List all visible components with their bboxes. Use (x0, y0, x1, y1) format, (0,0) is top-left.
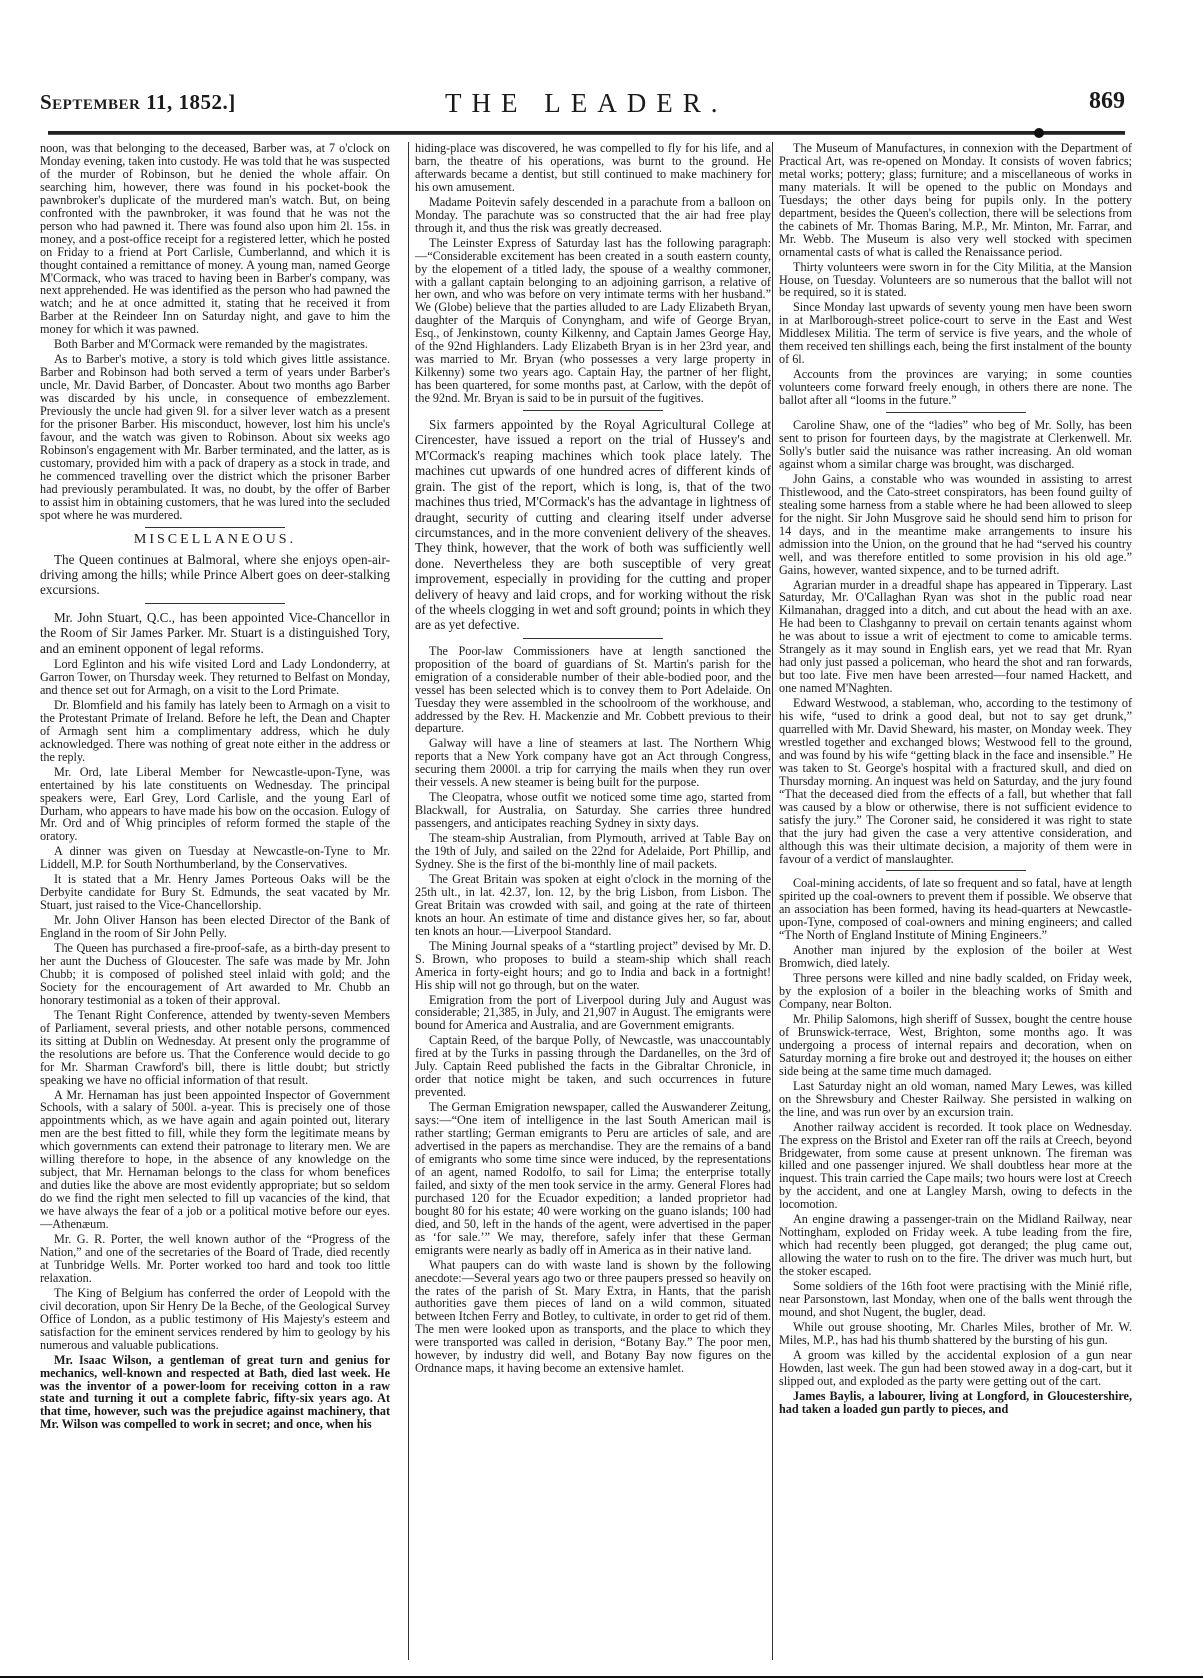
article-john-stuart: Mr. John Stuart, Q.C., has been appointed Vice-Chancellor in the Room of Sir James Parker. Mr. Stuart is a distinguished Tory, and an eminent opponent of legal reforms. (40, 609, 390, 656)
separator (145, 603, 285, 604)
article-hernaman: A Mr. Hernaman has just been appointed Inspector of Government Schools, with a salary of 500l. a-year. This is precisely one of those appointments which, as we have again and again pointed out, literary men are the best fitted to fill, while they form the legitimate means by which governments can extend their patronage to literary men. We are willing therefore to hope, in the absence of any knowledge on the subject, that Mr. Hernaman belongs to the class for whom benefices and duties like the above are most evidently appropriate; but so seldom do we find the right men selected to fill up vacancies of the kind, that we have always the fear of a job or a political motive before our eyes.—Athenæum. (40, 1087, 390, 1232)
article-caroline-shaw: Caroline Shaw, one of the “ladies” who beg of Mr. Solly, has been sent to prison for fourteen days, by the magistrate at Clerkenwell. Mr. Solly's butler said the nuisance was rather increasing. An old woman against whom a similar charge was brought, was discharged. (779, 418, 1132, 471)
newspaper-title: THE LEADER. (445, 88, 728, 118)
article-james-baylis: James Baylis, a labourer, living at Longford, in Gloucestershire, had taken a loaded gun partly to pieces, and (779, 1388, 1132, 1416)
article-marlborough-militia: Since Monday last upwards of seventy young men have been sworn in at Marlborough-street police-court to serve in the East and West Middlesex Militia. The term of service is five years, and the whole of them received ten shillings each, being the first instalment of the bounty of 6l. (779, 300, 1132, 367)
article-galway-steamers: Galway will have a line of steamers at last. The Northern Whig reports that a New York company have got an Act through Congress, securing them 2000l. a trip for carrying the mails when they run over their vessels. A new steamer is being built for the purpose. (415, 736, 771, 790)
article-mining-journal: The Mining Journal speaks of a “startling project” devised by Mr. D. S. Brown, who proposes to build a steam-ship which shall reach America in forty-eight hours; and go to India and back in a fortnight! His ship will not go through, but on the water. (415, 938, 771, 992)
article-railway-accident: Another railway accident is recorded. It took place on Wednesday. The express on the Bristol and Exeter ran off the rails at Creech, beyond Bridgewater, from some cause at present unknown. The fireman was killed and one passenger injured. We shall doubtless hear more at the inquest. This train carried the Cape mails; two hours were lost at Creech by the accident, and one at Langley Marsh, owing to defects in the locomotion. (779, 1119, 1132, 1212)
article-edward-westwood: Edward Westwood, a stableman, who, according to the testimony of his wife, “used to drink a good deal, but not to say get drunk,” quarrelled with Mr. David Sheward, his master, on Monday week. They wrestled together and exchanged blows; Westwood fell to the ground, and was found by his wife “getting black in the face and insensible.” He was taken to St. George's hospital with a fractured skull, and died on Thursday morning. An inquest was held on Saturday, and the jury found “That the deceased died from the effects of a fall, but whether that fall was caused by a blow or otherwise, there is not sufficient evidence to satisfy the jury.” The Coroner said, he considered it was right to state that the jury had given the case a very attentive consideration, and although this was their ultimate decision, a majority of them were in favour of a verdict of manslaughter. (779, 696, 1132, 866)
separator (523, 410, 663, 411)
article-john-gains: John Gains, a constable who was wounded in assisting to arrest Thistlewood, and the Cato-street conspirators, has been found guilty of stealing some harness from a stable where he had been allowed to sleep for the night. Sir John Musgrove said he should send him to prison for 14 days, and in the meantime make arrangements to insure his admission into the Union, on the ground that he had “served his country well, and was therefore entitled to some provision in his old age.” Gains, however, wanted sixpence, and to be turned adrift. (779, 471, 1132, 577)
article-leinster-express: The Leinster Express of Saturday last has the following paragraph:—“Considerable excitement has been created in a south eastern county, by the elopement of a titled lady, the spouse of a wealthy commoner, with a gallant captain belonging to an adjoining garrison, a relative of her own, and who was before on very intimate terms with her husband.” We (Globe) believe that the parties alluded to are Lady Elizabeth Bryan, daughter of the Marquis of Conyngham, and wife of George Bryan, Esq., of Jenkinstown, county Kilkenny, and Captain James George Hay, of the 92nd Highlanders. Lady Elizabeth Bryan is in her 23rd year, and was married to Mr. Bryan (who possesses a very large property in Kilkenny) some two years ago. Captain Hay, the partner of her flight, has been quartered, for some months past, at Carlow, with the depôt of the 92nd. Mr. Bryan is said to be in pursuit of the fugitives. (415, 235, 771, 406)
article-porter-death: Mr. G. R. Porter, the well known author of the “Progress of the Nation,” and one of the secretaries of the Board of Trade, died recently at Tunbridge Wells. Mr. Porter worked too hard and took too little relaxation. (40, 1232, 390, 1285)
article-hanson-director: Mr. John Oliver Hanson has been elected Director of the Bank of England in the room of Sir John Pelly. (40, 913, 390, 941)
masthead-rule (48, 131, 1125, 135)
article-cleopatra: The Cleopatra, whose outfit we noticed some time ago, started from Blackwall, for Australia, on Saturday. She carries three hundred passengers, and anticipates reaching Sydney in sixty days. (415, 790, 771, 831)
article-porteous-oaks: It is stated that a Mr. Henry James Porteous Oaks will be the Derbyite candidate for Bury St. Edmunds, the seat vacated by Mr. Stuart, just raised to the Vice-Chancellorship. (40, 872, 390, 913)
article-west-bromwich: Another man injured by the explosion of the boiler at West Bromwich, died lately. (779, 943, 1132, 971)
article-dr-blomfield: Dr. Blomfield and his family has lately been to Armagh on a visit to the Protestant Primate of Ireland. Before he left, the Dean and Chapter of Armagh sent him a complimentary address, which he duly acknowledged. There was nothing of great note either in the address or the reply. (40, 697, 390, 764)
article-coal-mining: Coal-mining accidents, of late so frequent and so fatal, have at length spirited up the coal-owners to prevent them if possible. We observe that an association has been formed, having its head-quarters at Newcastle-upon-Tyne, composed of coal-owners and mining engineers; and called “The North of England Institute of Mining Engineers.” (779, 876, 1132, 943)
article-botany-bay: What paupers can do with waste land is shown by the following anecdote:—Several years ago two or three paupers pressed so heavily on the rates of the parish of St. Mary Extra, in Hants, that the parish authorities gave them pieces of land on a wild common, situated between Itchen Ferry and Botley, to cultivate, in order to get rid of them. The men were looked upon as transports, and the place to which they were transported was called in derision, “Botany Bay.” The poor men, however, by industry did well, and Botany Bay now figures on the Ordnance maps, it having become an extensive hamlet. (415, 1257, 771, 1376)
separator (886, 870, 1026, 871)
article-king-belgium: The King of Belgium has conferred the order of Leopold with the civil decoration, upon Sir Henry De la Beche, of the Geological Survey Office of London, as a public testimony of His Majesty's esteem and satisfaction for the eminent services rendered by him to geology by his numerous and valuable publications. (40, 1285, 390, 1352)
article-museum-manufactures: The Museum of Manufactures, in connexion with the Department of Practical Art, was re-opened on Monday. It consists of woven fabrics; metal works; pottery; glass; furniture; and a miscellaneous of works in many materials. It will be opened to the public on Mondays and Tuesdays; the other days being for pupils only. In the pottery department, besides the Queen's collection, there will be selections from the cabinets of Mr. Thomas Baring, M.P., Mr. Minton, Mr. Farrar, and Mr. Webb. The Museum is also very well stocked with specimen ornamental casts of what is called the Renaissance period. (779, 141, 1132, 259)
article-minie-rifle: Some soldiers of the 16th foot were practising with the Minié rifle, near Parsonstown, last Monday, when one of the balls went through the mound, and shot Nugent, the bugler, dead. (779, 1279, 1132, 1319)
article-queen-balmoral: The Queen continues at Balmoral, where she enjoys open-air-driving among the hills; while Prince Albert goes on deer-stalking excursions. (40, 551, 390, 598)
column-1 (40, 142, 390, 1433)
article-liddell-dinner: A dinner was given on Tuesday at Newcastle-on-Tyne to Mr. Liddell, M.P. for South Northumberland, by the Conservatives. (40, 844, 390, 872)
separator (523, 638, 663, 639)
article-bolton-boiler: Three persons were killed and nine badly scalded, on Friday week, by the explosion of a boiler in the bleaching works of Smith and Company, near Bolton. (779, 971, 1132, 1012)
article-provinces: Accounts from the provinces are varying; in some counties volunteers come forward freely enough, in others there are none. The ballot after all “looms in the future.” (779, 367, 1132, 408)
article-lord-eglinton: Lord Eglinton and his wife visited Lord and Lady Londonderry, at Garron Tower, on Thursday week. They returned to Belfast on Monday, and thence set out for Armagh, on a visit to the Lord Primate. (40, 657, 390, 697)
article-wilson-continued: hiding-place was discovered, he was compelled to fly for his life, and a barn, the theatre of his operations, was burnt to the ground. He afterwards became a dentist, but still continued to make machinery for his own amusement. (415, 141, 771, 194)
article-city-militia: Thirty volunteers were sworn in for the City Militia, at the Mansion House, on Tuesday. Volunteers are so numerous that the ballot will not be required, so it is stated. (779, 259, 1132, 300)
article-liverpool-emigration: Emigration from the port of Liverpool during July and August was considerable; 21,385, in July, and 21,907 in August. The emigrants were bound for America and Australia, and are Government emigrants. (415, 992, 771, 1033)
article-barber-arrest: noon, was that belonging to the deceased, Barber was, at 7 o'clock on Monday evening, taken into custody. He was told that he was suspected of the murder of Robinson, but he denied the whole affair. On searching him, however, there was found in his pocket-book the pawnbroker's duplicate of the murdered man's watch. But, on being confronted with the pawnbroker, it was found that he was not the person who had pawned it. There was found also upon him 2l. 15s. in money, and a post-office receipt for a registered letter, which he posted on Friday to a friend at Port Carlisle, Cumberlannd, and which it is thought contained a remittance of money. A young man, named George M'Cormack, who was traced to having been in Barber's company, was next apprehended. He was identified as the person who had pawned the watch; and he at once admitted it, stating that he received it from Barber at the Reindeer Inn on Saturday night, and gave to him the money for which it was pawned. (40, 141, 390, 337)
article-tenant-right: The Tenant Right Conference, attended by twenty-seven Members of Parliament, several priests, and other notable persons, commenced its sitting at Dublin on Wednesday. At present only the programme of the resolutions are before us. That the Conference would decide to go for Mr. Sharman Crawford's bill, there is little doubt; but strictly speaking we have no official information of that result. (40, 1007, 390, 1087)
column-3 (772, 142, 1132, 1660)
article-agrarian-murder: Agrarian murder in a dreadful shape has appeared in Tipperary. Last Saturday, Mr. O'Callaghan Ryan was shot in the public road near Kilmanahan, dragged into a ditch, and cut about the head with an axe. He had been to Clashganny to prevail on certain tenants against whom he was about to issue a writ of ejectment to come to amicable terms. Strangely as it may sound in English ears, yet we read that Mr. Ryan had only just passed a policeman, who heard the shot and ran forwards, but too late. Five men have been arrested—four named Hackett, and one named M'Naghten. (779, 577, 1132, 696)
article-midland-engine: An engine drawing a passenger-train on the Midland Railway, near Nottingham, exploded on Friday week. A tube leading from the fire, which had recently been plugged, got deranged; the plug came out, allowing the water to rush on to the fire. The driver was much hurt, but the stoker escaped. (779, 1212, 1132, 1279)
article-barber-motive: As to Barber's motive, a story is told which gives little assistance. Barber and Robinson had both served a term of years under Barber's uncle, Mr. David Barber, of Doncaster. About two months ago Barber was discarded by his uncle, in consequence of embezzlement. Previously the uncle had given 9l. for a silver lever watch as a present for the prisoner Barber. His misconduct, however, lost him his uncle's favour, and the watch was given to Robinson. About six weeks ago Robinson's engagement with Mr. Barber terminated, and the latter, as is customary, provided him with a pack of drapery as a stock in trade, and he commenced travelling over the district which the prisoner Barber had previously perambulated. It was, no doubt, by the offer of Barber to assist him in obtaining customers, that he was lured into the secluded spot where he was murdered. (40, 352, 390, 522)
article-captain-reed: Captain Reed, of the barque Polly, of Newcastle, was unaccountably fired at by the Turks in passing through the Dardanelles, on the 3rd of July. Captain Reed published the facts in the Gibraltar Chronicle, in order that notice might be taken, and such occurrences in future prevented. (415, 1033, 771, 1100)
article-australian: The steam-ship Australian, from Plymouth, arrived at Table Bay on the 19th of July, and sailed on the 22nd for Adelaide, Port Phillip, and Sydney. She is the first of the bi-monthly line of mail packets. (415, 831, 771, 871)
article-poor-law: The Poor-law Commissioners have at length sanctioned the proposition of the board of guardians of St. Martin's parish for the emigration of a considerable number of their able-bodied poor, and the vessel has been selected which is to convey them to Port Adelaide. On Tuesday they were assembled in the schoolroom of the workhouse, and addressed by the Rev. H. Mackenzie and Mr. Cobbett previous to their departure. (415, 643, 771, 736)
article-charles-miles: While out grouse shooting, Mr. Charles Miles, brother of Mr. W. Miles, M.P., has had his thumb shattered by the bursting of his gun. (779, 1319, 1132, 1347)
article-mary-lewes: Last Saturday night an old woman, named Mary Lewes, was killed on the Shrewsbury and Chester Railway. She persisted in walking on the line, and was run over by an excursion train. (779, 1078, 1132, 1119)
article-great-britain: The Great Britain was spoken at eight o'clock in the morning of the 25th ult., in lat. 42.37, lon. 12, by the brig Lisbon, from Lisbon. The Great Britain was crowded with sail, and going at the rate of thirteen knots an hour. An estimate of time and distance gives her, so far, about ten knots an hour.—Liverpool Standard. (415, 871, 771, 938)
article-fire-proof-safe: The Queen has purchased a fire-proof-safe, as a birth-day present to her aunt the Duchess of Gloucester. The safe was made by Mr. John Chubb; it is composed of polished steel inlaid with gold; and the Society for the encouragement of Art awarded to Mr. Chubb an honorary testimonial as a token of their approval. (40, 941, 390, 1007)
article-reaping-machines: Six farmers appointed by the Royal Agricultural College at Cirencester, have issued a report on the trial of Hussey's and M'Cormack's reaping machines which took place lately. The machines cut upwards of one hundred acres of different kinds of grain. The gist of the report, which is long, is, that of the two machines thus tried, M'Cormack's has the advantage in lightness of draught, security of cutting and clearing itself under adverse circumstances, and in the more convenient delivery of the sheaves. They think, however, that the work of both was sufficiently well done. Nevertheless they are both susceptible of very great improvement, especially in providing for the cutting and proper delivery of heavy and laid crops, and for working without the risk of the wheels clogging in wet and soft ground; points in which they are as yet defective. (415, 417, 772, 633)
page-number: 869 (1089, 88, 1125, 114)
article-howden-groom: A groom was killed by the accidental explosion of a gun near Howden, last week. The gun had been stowed away in a dog-cart, but it slipped out, and exploded as the party were getting out of the cart. (779, 1347, 1132, 1388)
article-barber-remand: Both Barber and M'Cormack were remanded by the magistrates. (54, 337, 368, 352)
article-salomons-fire: Mr. Philip Salomons, high sheriff of Sussex, bought the centre house of Brunswick-terrace, West, Brighton, some months ago. It was undergoing a process of internal repairs and decoration, when on Saturday morning a fire broke out and destroyed it; the houses on either side being at the same time much damaged. (779, 1012, 1132, 1078)
rule-ornament (1034, 128, 1044, 138)
article-mr-ord: Mr. Ord, late Liberal Member for Newcastle-upon-Tyne, was entertained by his late constituents on Wednesday. The principal speakers were, Earl Grey, Lord Carlisle, and the young Earl of Durham, who appears to have made his bow on the occasion. Eulogy of Mr. Ord and of Whig principles of reform formed the staple of the oratory. (40, 764, 390, 844)
issue-date: September 11, 1852.] (40, 90, 236, 114)
separator (886, 412, 1026, 413)
article-madame-poitevin: Madame Poitevin safely descended in a parachute from a balloon on Monday. The parachute was so constructed that the air had free play through it, and thus the risk was greatly decreased. (415, 194, 771, 235)
column-2 (408, 142, 771, 1660)
article-german-emigration: The German Emigration newspaper, called the Auswanderer Zeitung, says:—“One item of intelligence in the last South American mail is rather startling; German emigrants to Peru are articles of sale, and are advertised in the papers as merchandise. They are the remains of a band of emigrants who some time since were induced, by the representations of an agent, named Rodolfo, to sail for Lima; the enterprise totally failed, and sixty of the men took service in the army. General Flores had purchased 120 for the Ecuador expedition; a landed proprietor had bought 80 for his estate; 40 were working on the guano islands; 100 had died, and 50, left in the hands of the agent, were advertised in the paper as ‘for sale.’” We may, therefore, safely infer that these German emigrants were nearly as badly off in America as in their native land. (415, 1100, 771, 1257)
masthead (40, 88, 1125, 128)
section-heading-miscellaneous: MISCELLANEOUS. (133, 531, 297, 547)
separator (145, 527, 285, 528)
article-isaac-wilson: Mr. Isaac Wilson, a gentleman of great turn and genius for mechanics, well-known and respected at Bath, died last week. He was the inventor of a power-loom for receiving cotton in a raw state and turning it out a complete fabric, fifty-six years ago. At that time, however, such was the prejudice against machinery, that Mr. Wilson was compelled to work in secret; and once, when his (40, 1352, 390, 1432)
